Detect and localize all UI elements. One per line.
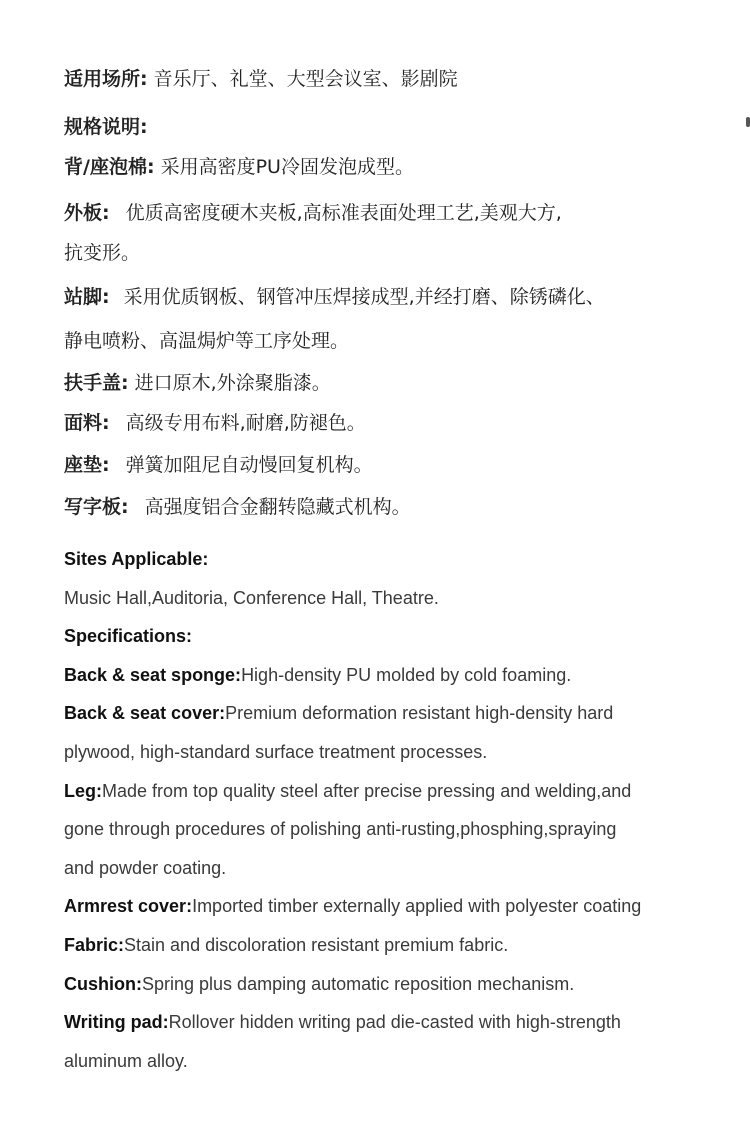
en-specs-label: Specifications:	[64, 626, 193, 647]
en-armrest-label: Armrest cover:	[64, 896, 193, 917]
cn-writing-pad-label: 写字板:	[64, 496, 129, 518]
en-leg-line-2: gone through procedures of polishing anti-rusting,phosphing,spraying	[64, 819, 617, 840]
en-cushion-value: Spring plus damping automatic reposition mechanism.	[142, 973, 575, 994]
en-sites-value: Music Hall,Auditoria, Conference Hall, Theatre.	[64, 587, 439, 608]
cn-outer-board-label: 外板:	[64, 202, 110, 224]
en-fabric-label: Fabric:	[64, 934, 125, 955]
en-cushion-label: Cushion:	[64, 973, 142, 994]
cn-outer-board-value: 优质高密度硬木夹板,高标准表面处理工艺,美观大方,	[125, 202, 562, 224]
cn-armrest-line	[64, 368, 331, 395]
en-writing-pad-value: Rollover hidden writing pad die-casted with high-strength	[168, 1012, 621, 1033]
en-sponge-line	[64, 656, 746, 695]
cn-leg-label: 站脚:	[64, 286, 110, 308]
cn-cushion-value: 弹簧加阻尼自动慢回复机构。	[125, 454, 373, 476]
en-armrest-value: Imported timber externally applied with polyester coating	[192, 896, 642, 917]
cn-sponge-label: 背/座泡棉:	[64, 156, 155, 178]
cn-specs-label: 规格说明:	[64, 116, 148, 138]
cn-outer-board-value-2: 抗变形。	[64, 242, 141, 264]
cn-armrest-label: 扶手盖:	[64, 372, 129, 394]
en-fabric-value: Stain and discoloration resistant premium fabric.	[124, 934, 509, 955]
cn-leg-line	[64, 282, 605, 309]
en-cover-line-2: plywood, high-standard surface treatment processes.	[64, 741, 488, 762]
cn-leg-value: 采用优质钢板、钢管冲压焊接成型,并经打磨、除锈磷化、	[123, 286, 605, 308]
en-leg-line-3: and powder coating.	[64, 857, 227, 878]
en-writing-pad-label: Writing pad:	[64, 1012, 169, 1033]
en-writing-pad-line	[64, 1003, 746, 1042]
en-sponge-value: High-density PU molded by cold foaming.	[241, 664, 572, 685]
cn-leg-line-2	[64, 326, 349, 353]
cn-sites-label: 适用场所:	[64, 68, 148, 90]
en-leg-label: Leg:	[64, 780, 102, 801]
cn-sponge-value: 采用高密度PU冷固发泡成型。	[160, 156, 414, 178]
en-cover-label: Back & seat cover:	[64, 703, 226, 724]
english-specifications	[64, 540, 746, 1080]
cn-writing-pad-line	[64, 492, 411, 519]
cn-fabric-value: 高级专用布料,耐磨,防褪色。	[125, 412, 366, 434]
en-sites-heading	[64, 540, 746, 579]
cn-fabric-line	[64, 408, 366, 435]
cn-cushion-line	[64, 450, 373, 477]
cn-sites-line	[64, 64, 458, 91]
cn-armrest-value: 进口原木,外涂聚脂漆。	[134, 372, 331, 394]
en-fabric-line	[64, 926, 746, 965]
en-cushion-line	[64, 965, 746, 1004]
cn-fabric-label: 面料:	[64, 412, 110, 434]
cn-cushion-label: 座垫:	[64, 454, 110, 476]
en-specs-heading	[64, 617, 746, 656]
en-leg-line	[64, 772, 746, 811]
edge-mark	[746, 117, 750, 127]
cn-sponge-line	[64, 152, 414, 179]
en-cover-line	[64, 694, 746, 733]
en-leg-value: Made from top quality steel after precise pressing and welding,and	[102, 780, 632, 801]
en-armrest-line	[64, 887, 746, 926]
en-sites-label: Sites Applicable:	[64, 549, 209, 569]
en-sponge-label: Back & seat sponge:	[64, 664, 242, 685]
cn-specs-heading	[64, 112, 148, 139]
cn-sites-value: 音乐厅、礼堂、大型会议室、影剧院	[153, 68, 458, 90]
cn-outer-board-line-2	[64, 238, 140, 265]
en-writing-pad-line-2: aluminum alloy.	[64, 1050, 188, 1071]
cn-leg-value-2: 静电喷粉、高温焗炉等工序处理。	[64, 330, 350, 352]
cn-outer-board-line	[64, 198, 562, 225]
en-cover-value: Premium deformation resistant high-density hard	[225, 703, 614, 724]
cn-writing-pad-value: 高强度铝合金翻转隐藏式机构。	[144, 496, 411, 518]
